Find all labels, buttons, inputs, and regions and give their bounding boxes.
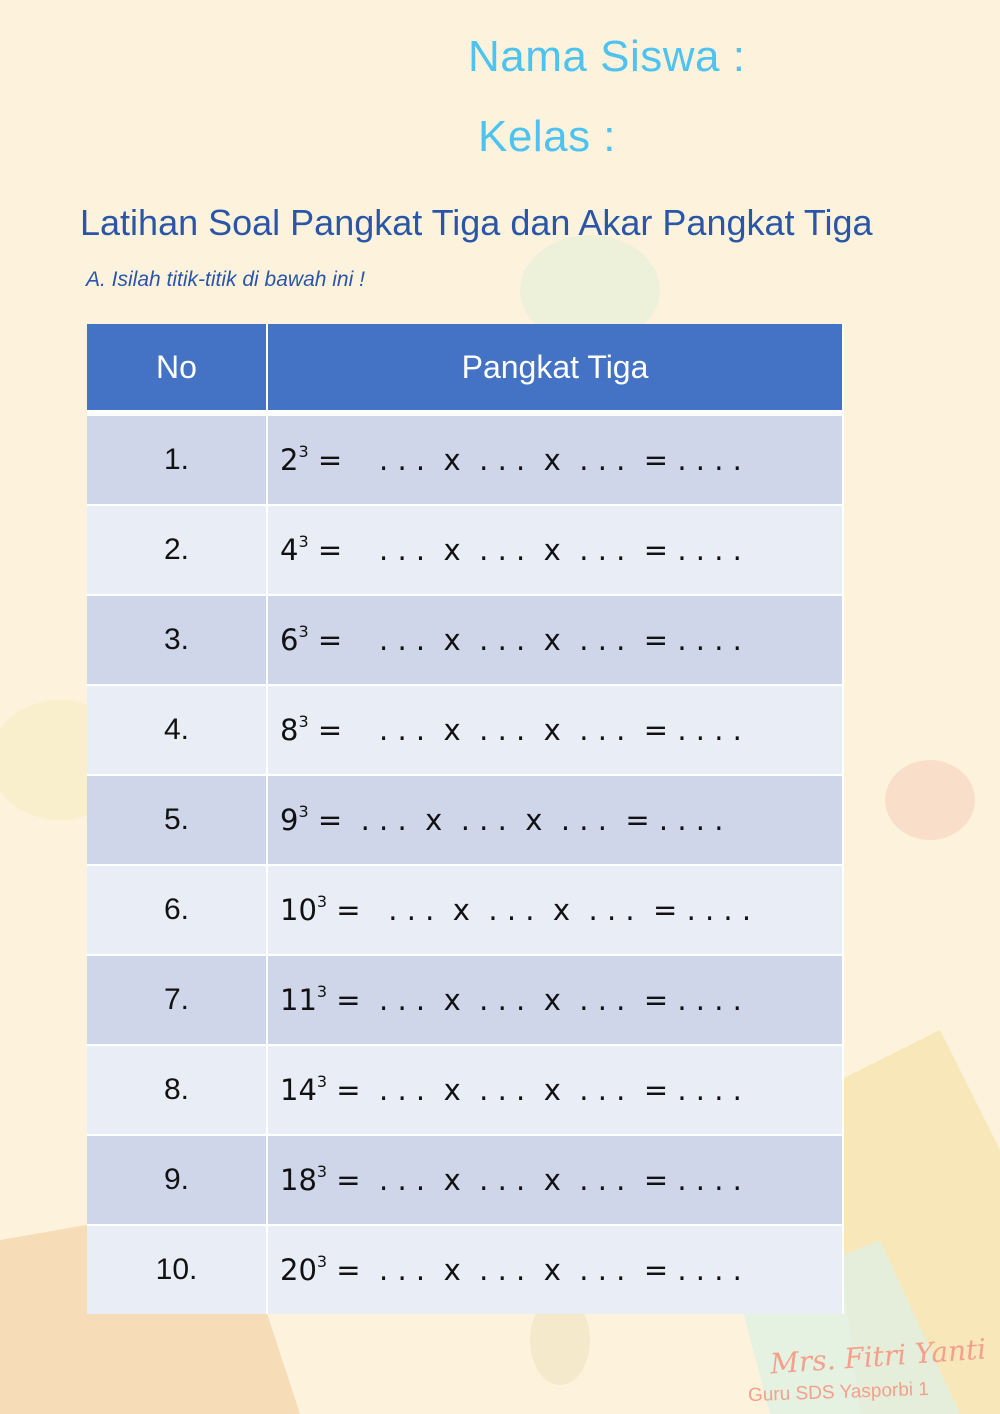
row-number: 1. (87, 413, 267, 505)
answer-blank[interactable]: = . . . x . . . x . . . = . . . . (327, 1073, 742, 1107)
expression-base: 2 (280, 443, 299, 477)
cube-expression[interactable] (267, 595, 843, 685)
expression-base: 18 (280, 1163, 317, 1197)
expression-exponent: 3 (298, 442, 309, 462)
expression-exponent: 3 (316, 1162, 328, 1182)
column-header-no: No (87, 324, 267, 413)
answer-blank[interactable]: = . . . x . . . x . . . = . . . . (308, 443, 742, 477)
expression-base: 9 (280, 803, 299, 837)
column-header-expression: Pangkat Tiga (267, 324, 843, 413)
student-name-label: Nama Siswa : (468, 32, 746, 81)
answer-blank[interactable]: = . . . x . . . x . . . = . . . . (327, 893, 752, 927)
expression-base: 8 (280, 713, 299, 747)
cube-expression[interactable] (267, 955, 843, 1045)
table-row (87, 685, 843, 775)
table-row (87, 1045, 843, 1135)
cube-expression[interactable] (267, 1135, 843, 1225)
cube-expression[interactable] (267, 413, 843, 505)
cube-expression[interactable] (267, 685, 843, 775)
expression-base: 6 (280, 623, 299, 657)
school-name: Guru SDS Yasporbi 1 (747, 1378, 930, 1407)
cube-expression[interactable] (267, 775, 843, 865)
expression-base: 14 (280, 1073, 317, 1107)
expression-exponent: 3 (298, 532, 309, 552)
instruction-text: A. Isilah titik-titik di bawah ini ! (86, 268, 365, 291)
expression-exponent: 3 (316, 1252, 328, 1272)
expression-exponent: 3 (316, 982, 328, 1002)
expression-base: 4 (280, 533, 299, 567)
row-number: 8. (87, 1045, 267, 1135)
expression-base: 10 (280, 893, 317, 927)
cube-expression[interactable] (267, 1225, 843, 1314)
row-number: 3. (87, 595, 267, 685)
answer-blank[interactable]: = . . . x . . . x . . . = . . . . (308, 803, 724, 837)
table-header-row (87, 324, 843, 413)
row-number: 7. (87, 955, 267, 1045)
expression-exponent: 3 (298, 802, 309, 822)
table-row (87, 413, 843, 505)
expression-exponent: 3 (316, 892, 328, 912)
cube-expression[interactable] (267, 865, 843, 955)
cube-expression[interactable] (267, 505, 843, 595)
row-number: 10. (87, 1225, 267, 1314)
exercise-table (87, 324, 844, 1314)
worksheet-title: Latihan Soal Pangkat Tiga dan Akar Pangkat Tiga (80, 202, 873, 243)
expression-exponent: 3 (298, 712, 309, 732)
answer-blank[interactable]: = . . . x . . . x . . . = . . . . (327, 1253, 742, 1287)
table-row (87, 595, 843, 685)
signature: Mrs. Fitri Yanti (769, 1332, 988, 1381)
student-class-label: Kelas : (478, 112, 617, 161)
row-number: 5. (87, 775, 267, 865)
answer-blank[interactable]: = . . . x . . . x . . . = . . . . (308, 713, 742, 747)
row-number: 2. (87, 505, 267, 595)
table-row (87, 775, 843, 865)
table-row (87, 505, 843, 595)
table-row (87, 865, 843, 955)
table-row (87, 1225, 843, 1314)
expression-exponent: 3 (298, 622, 309, 642)
row-number: 4. (87, 685, 267, 775)
answer-blank[interactable]: = . . . x . . . x . . . = . . . . (308, 623, 742, 657)
table-row (87, 1135, 843, 1225)
answer-blank[interactable]: = . . . x . . . x . . . = . . . . (327, 983, 742, 1017)
row-number: 9. (87, 1135, 267, 1225)
row-number: 6. (87, 865, 267, 955)
expression-base: 11 (280, 983, 317, 1017)
expression-base: 20 (280, 1253, 317, 1287)
cube-expression[interactable] (267, 1045, 843, 1135)
answer-blank[interactable]: = . . . x . . . x . . . = . . . . (327, 1163, 742, 1197)
expression-exponent: 3 (316, 1072, 328, 1092)
table-row (87, 955, 843, 1045)
answer-blank[interactable]: = . . . x . . . x . . . = . . . . (308, 533, 742, 567)
